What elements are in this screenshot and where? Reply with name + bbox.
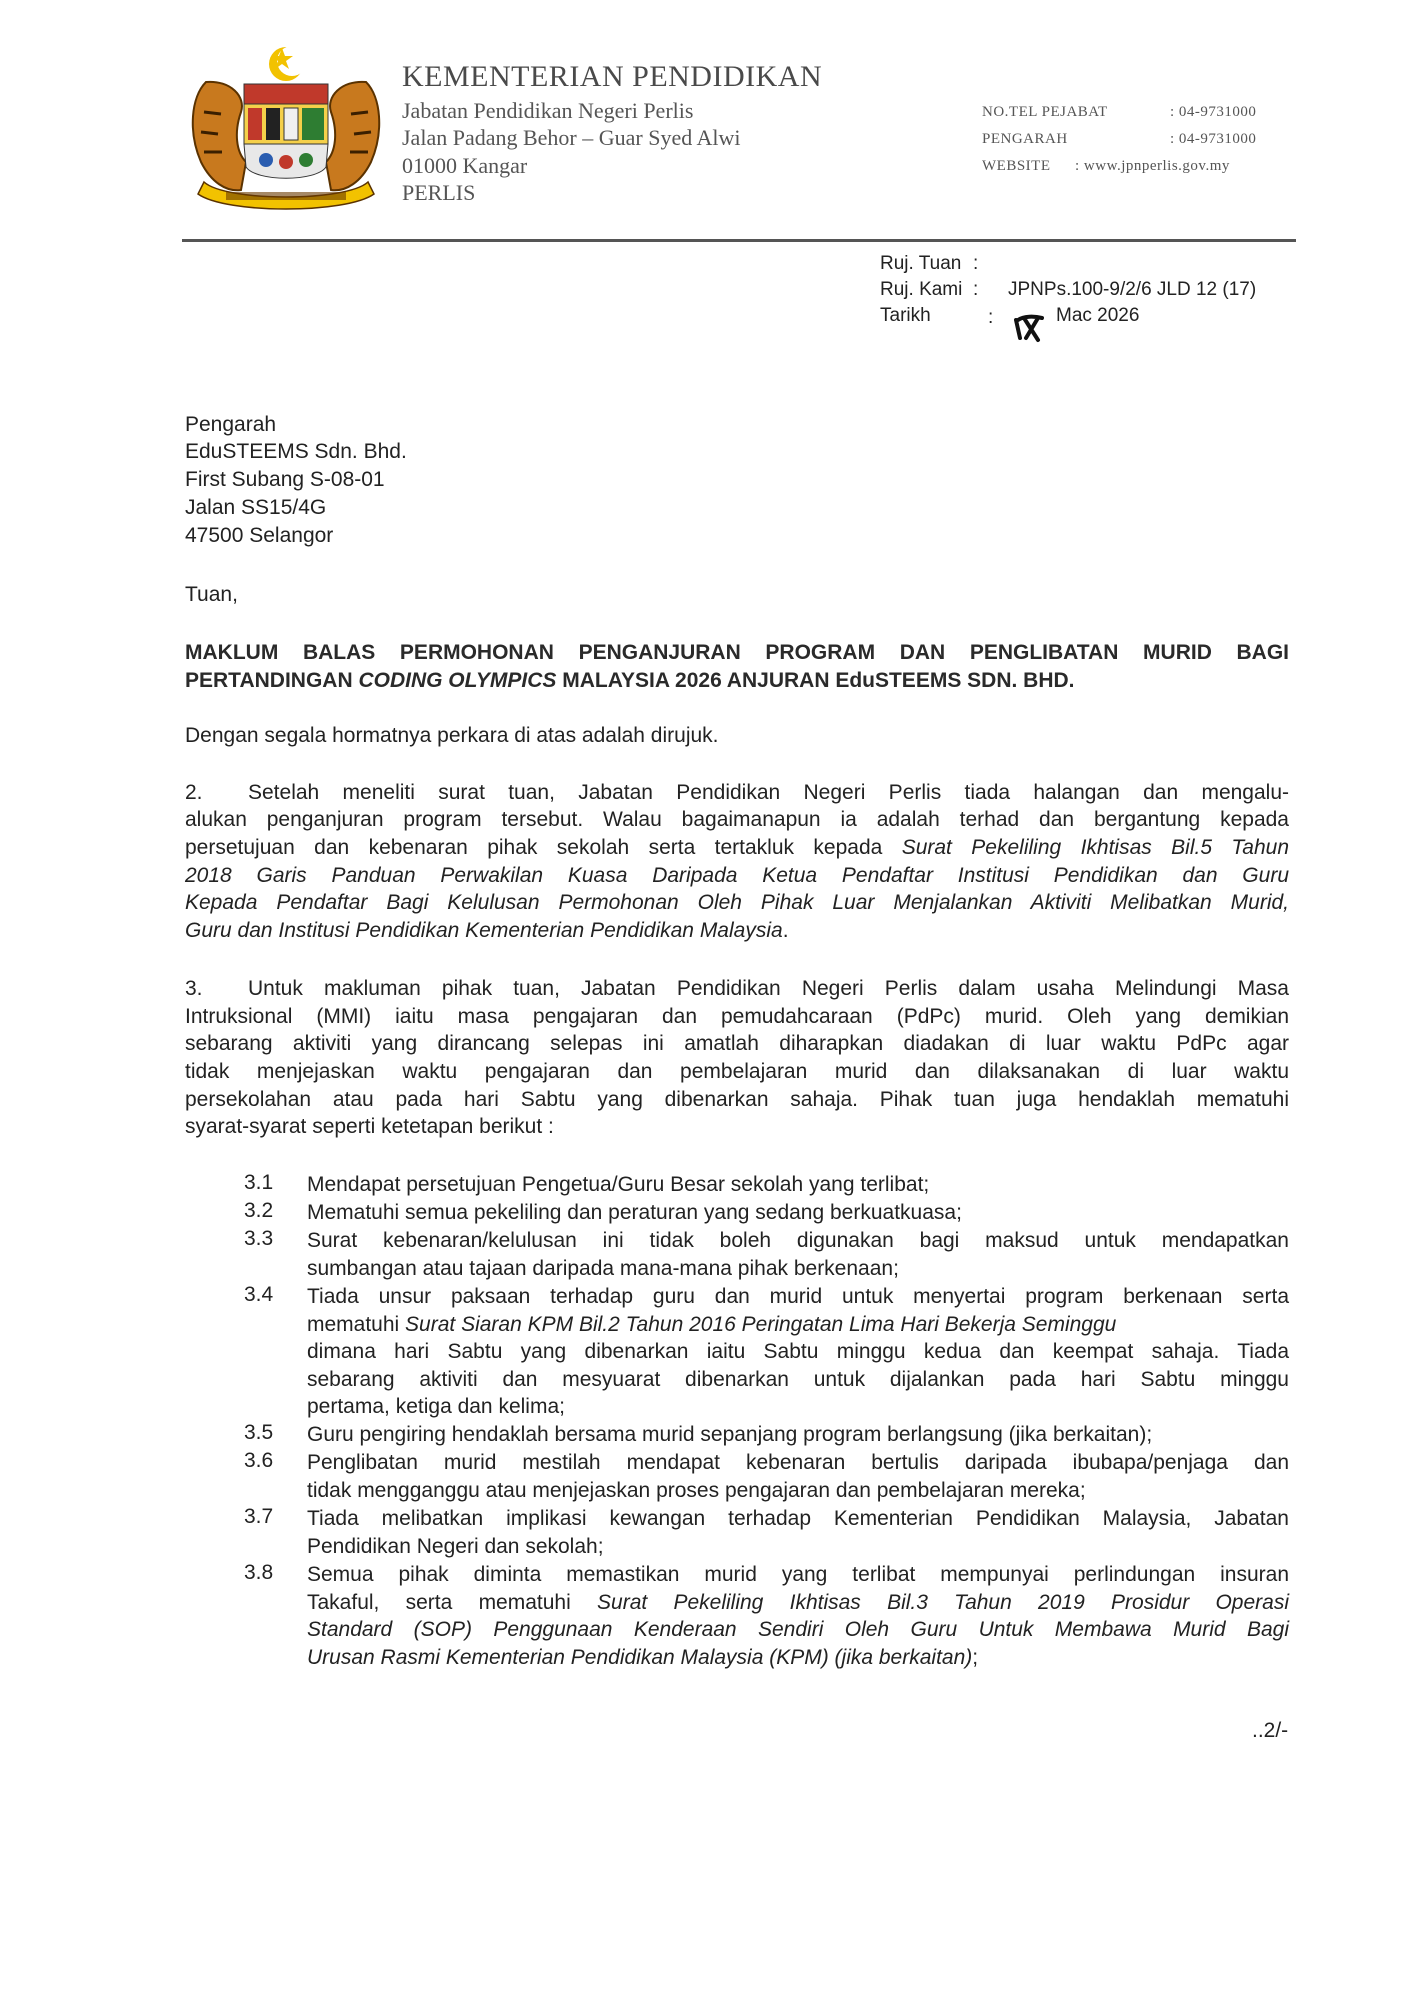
list-item: Mematuhi semua pekeliling dan peraturan yang sedang berkuatkuasa; — [307, 1201, 962, 1224]
paragraph-3-line: Intruksional (MMI) iaitu masa pengajaran dan pemudahcaraan (PdPc) murid. Oleh yang demikian — [185, 1005, 1289, 1028]
list-item-number: 3.2 — [244, 1199, 274, 1222]
list-item-number: 3.4 — [244, 1283, 274, 1306]
paragraph-2-line: Guru dan Institusi Pendidikan Kementerian Pendidikan Malaysia. — [185, 919, 789, 942]
ruj-kami-colon: : — [973, 279, 979, 300]
paragraph-2-line: alukan penganjuran program tersebut. Walau bagaimanapun ia adalah terhad dan bergantung kepada — [185, 808, 1289, 831]
address-line: Jalan Padang Behor – Guar Syed Alwi — [402, 125, 741, 150]
page-continuation-marker: ..2/- — [1252, 1719, 1289, 1742]
subject-line: MAKLUM BALAS PERMOHONAN PENGANJURAN PROGRAM DAN PENGLIBATAN MURID BAGI — [185, 641, 1289, 664]
recipient-line: Pengarah — [185, 413, 277, 436]
list-item: Semua pihak diminta memastikan murid yang terlibat mempunyai perlindungan insuran Takaful, serta mematuhi Surat Pekeliling Ikhtisas Bil.3 Tahun 2019 Prosidur Operasi Standard (SOP) Penggunaan Kenderaan Sendiri Oleh Guru Untuk Membawa Murid Bagi Urusan Rasmi Kementerian Pendidikan Malaysia (KPM) (jika berkaitan); — [307, 1563, 1289, 1669]
list-item-number: 3.8 — [244, 1561, 274, 1584]
ruj-kami-value: JPNPs.100-9/2/6 JLD 12 (17) — [1008, 279, 1257, 300]
paragraph-number: 3. — [185, 977, 203, 1000]
contact-label: NO.TEL PEJABAT — [982, 104, 1108, 120]
list-item-number: 3.1 — [244, 1171, 274, 1194]
address-line: PERLIS — [402, 180, 476, 205]
contact-label: WEBSITE — [982, 158, 1051, 174]
list-item: Surat kebenaran/kelulusan ini tidak boleh digunakan bagi maksud untuk mendapatkan sumbangan atau tajaan daripada mana-mana pihak berkenaan; — [307, 1229, 1289, 1280]
list-item-number: 3.6 — [244, 1449, 274, 1472]
recipient-line: EduSTEEMS Sdn. Bhd. — [185, 440, 407, 463]
recipient-line: Jalan SS15/4G — [185, 496, 327, 519]
ruj-tuan-label: Ruj. Tuan — [880, 253, 962, 274]
list-item-number: 3.7 — [244, 1505, 274, 1528]
letterhead-divider — [182, 239, 1296, 242]
ruj-kami-label: Ruj. Kami — [880, 279, 963, 300]
paragraph-number: 2. — [185, 781, 203, 804]
list-item: Tiada melibatkan implikasi kewangan terhadap Kementerian Pendidikan Malaysia, Jabatan Pendidikan Negeri dan sekolah; — [307, 1507, 1289, 1558]
list-item: Tiada unsur paksaan terhadap guru dan murid untuk menyertai program berkenaan serta mematuhi Surat Siaran KPM Bil.2 Tahun 2016 Peringatan Lima Hari Bekerja Seminggu dimana hari Sabtu yang dibenarkan iaitu Sabtu minggu kedua dan keempat sahaja. Tiada sebarang aktiviti dan mesyuarat dibenarkan untuk dijalankan pada hari Sabtu minggu pertama, ketiga dan kelima; — [307, 1285, 1289, 1418]
intro-paragraph: Dengan segala hormatnya perkara di atas adalah dirujuk. — [185, 724, 719, 747]
address-line: Jabatan Pendidikan Negeri Perlis — [402, 98, 694, 123]
paragraph-2-line: 2018 Garis Panduan Perwakilan Kuasa Daripada Ketua Pendaftar Institusi Pendidikan dan Guru — [185, 864, 1289, 887]
handwritten-date-icon — [1010, 308, 1050, 348]
recipient-line: 47500 Selangor — [185, 524, 334, 547]
list-item: Penglibatan murid mestilah mendapat kebenaran bertulis daripada ibubapa/penjaga dan tidak mengganggu atau menjejaskan proses pengajaran dan pembelajaran mereka; — [307, 1451, 1289, 1502]
ruj-tuan-colon: : — [973, 253, 979, 274]
list-item-number: 3.3 — [244, 1227, 274, 1250]
paragraph-2-line: persetujuan dan kebenaran pihak sekolah serta tertakluk kepada Surat Pekeliling Ikhtisas Bil.5 Tahun — [185, 836, 1290, 859]
coat-of-arms-icon — [186, 42, 386, 217]
tarikh-colon: : — [988, 307, 994, 328]
paragraph-2-line: Kepada Pendaftar Bagi Kelulusan Permohonan Oleh Pihak Luar Menjalankan Aktiviti Melibatkan Murid, — [185, 891, 1289, 914]
tarikh-label: Tarikh — [880, 305, 931, 326]
paragraph-3-line: Untuk makluman pihak tuan, Jabatan Pendidikan Negeri Perlis dalam usaha Melindungi Masa — [248, 977, 1289, 1000]
contact-value: : 04-9731000 — [1170, 104, 1257, 120]
ministry-name: KEMENTERIAN PENDIDIKAN — [402, 60, 823, 93]
subject-line-2: PERTANDINGAN CODING OLYMPICS MALAYSIA 2026 ANJURAN EduSTEEMS SDN. BHD. — [185, 669, 1075, 692]
contact-value: : 04-9731000 — [1170, 131, 1257, 147]
list-item-number: 3.5 — [244, 1421, 274, 1444]
paragraph-3-line: sebarang aktiviti yang dirancang selepas ini amatlah diharapkan diadakan di luar waktu PdPc agar — [185, 1032, 1289, 1055]
list-item: Guru pengiring hendaklah bersama murid sepanjang program berlangsung (jika berkaitan); — [307, 1423, 1153, 1446]
salutation: Tuan, — [185, 583, 238, 606]
contact-label: PENGARAH — [982, 131, 1068, 147]
list-item: Mendapat persetujuan Pengetua/Guru Besar sekolah yang terlibat; — [307, 1173, 930, 1196]
paragraph-3-line: syarat-syarat seperti ketetapan berikut : — [185, 1115, 554, 1138]
paragraph-2-line: Setelah meneliti surat tuan, Jabatan Pendidikan Negeri Perlis tiada halangan dan mengalu- — [248, 781, 1289, 804]
paragraph-3-line: persekolahan atau pada hari Sabtu yang dibenarkan sahaja. Pihak tuan juga hendaklah mematuhi — [185, 1088, 1289, 1111]
recipient-line: First Subang S-08-01 — [185, 468, 385, 491]
address-line: 01000 Kangar — [402, 153, 528, 178]
paragraph-3-line: tidak menjejaskan waktu pengajaran dan pembelajaran murid dan dilaksanakan di luar waktu — [185, 1060, 1289, 1083]
tarikh-value: Mac 2026 — [1056, 305, 1140, 326]
contact-value: : www.jpnperlis.gov.my — [1075, 158, 1230, 174]
